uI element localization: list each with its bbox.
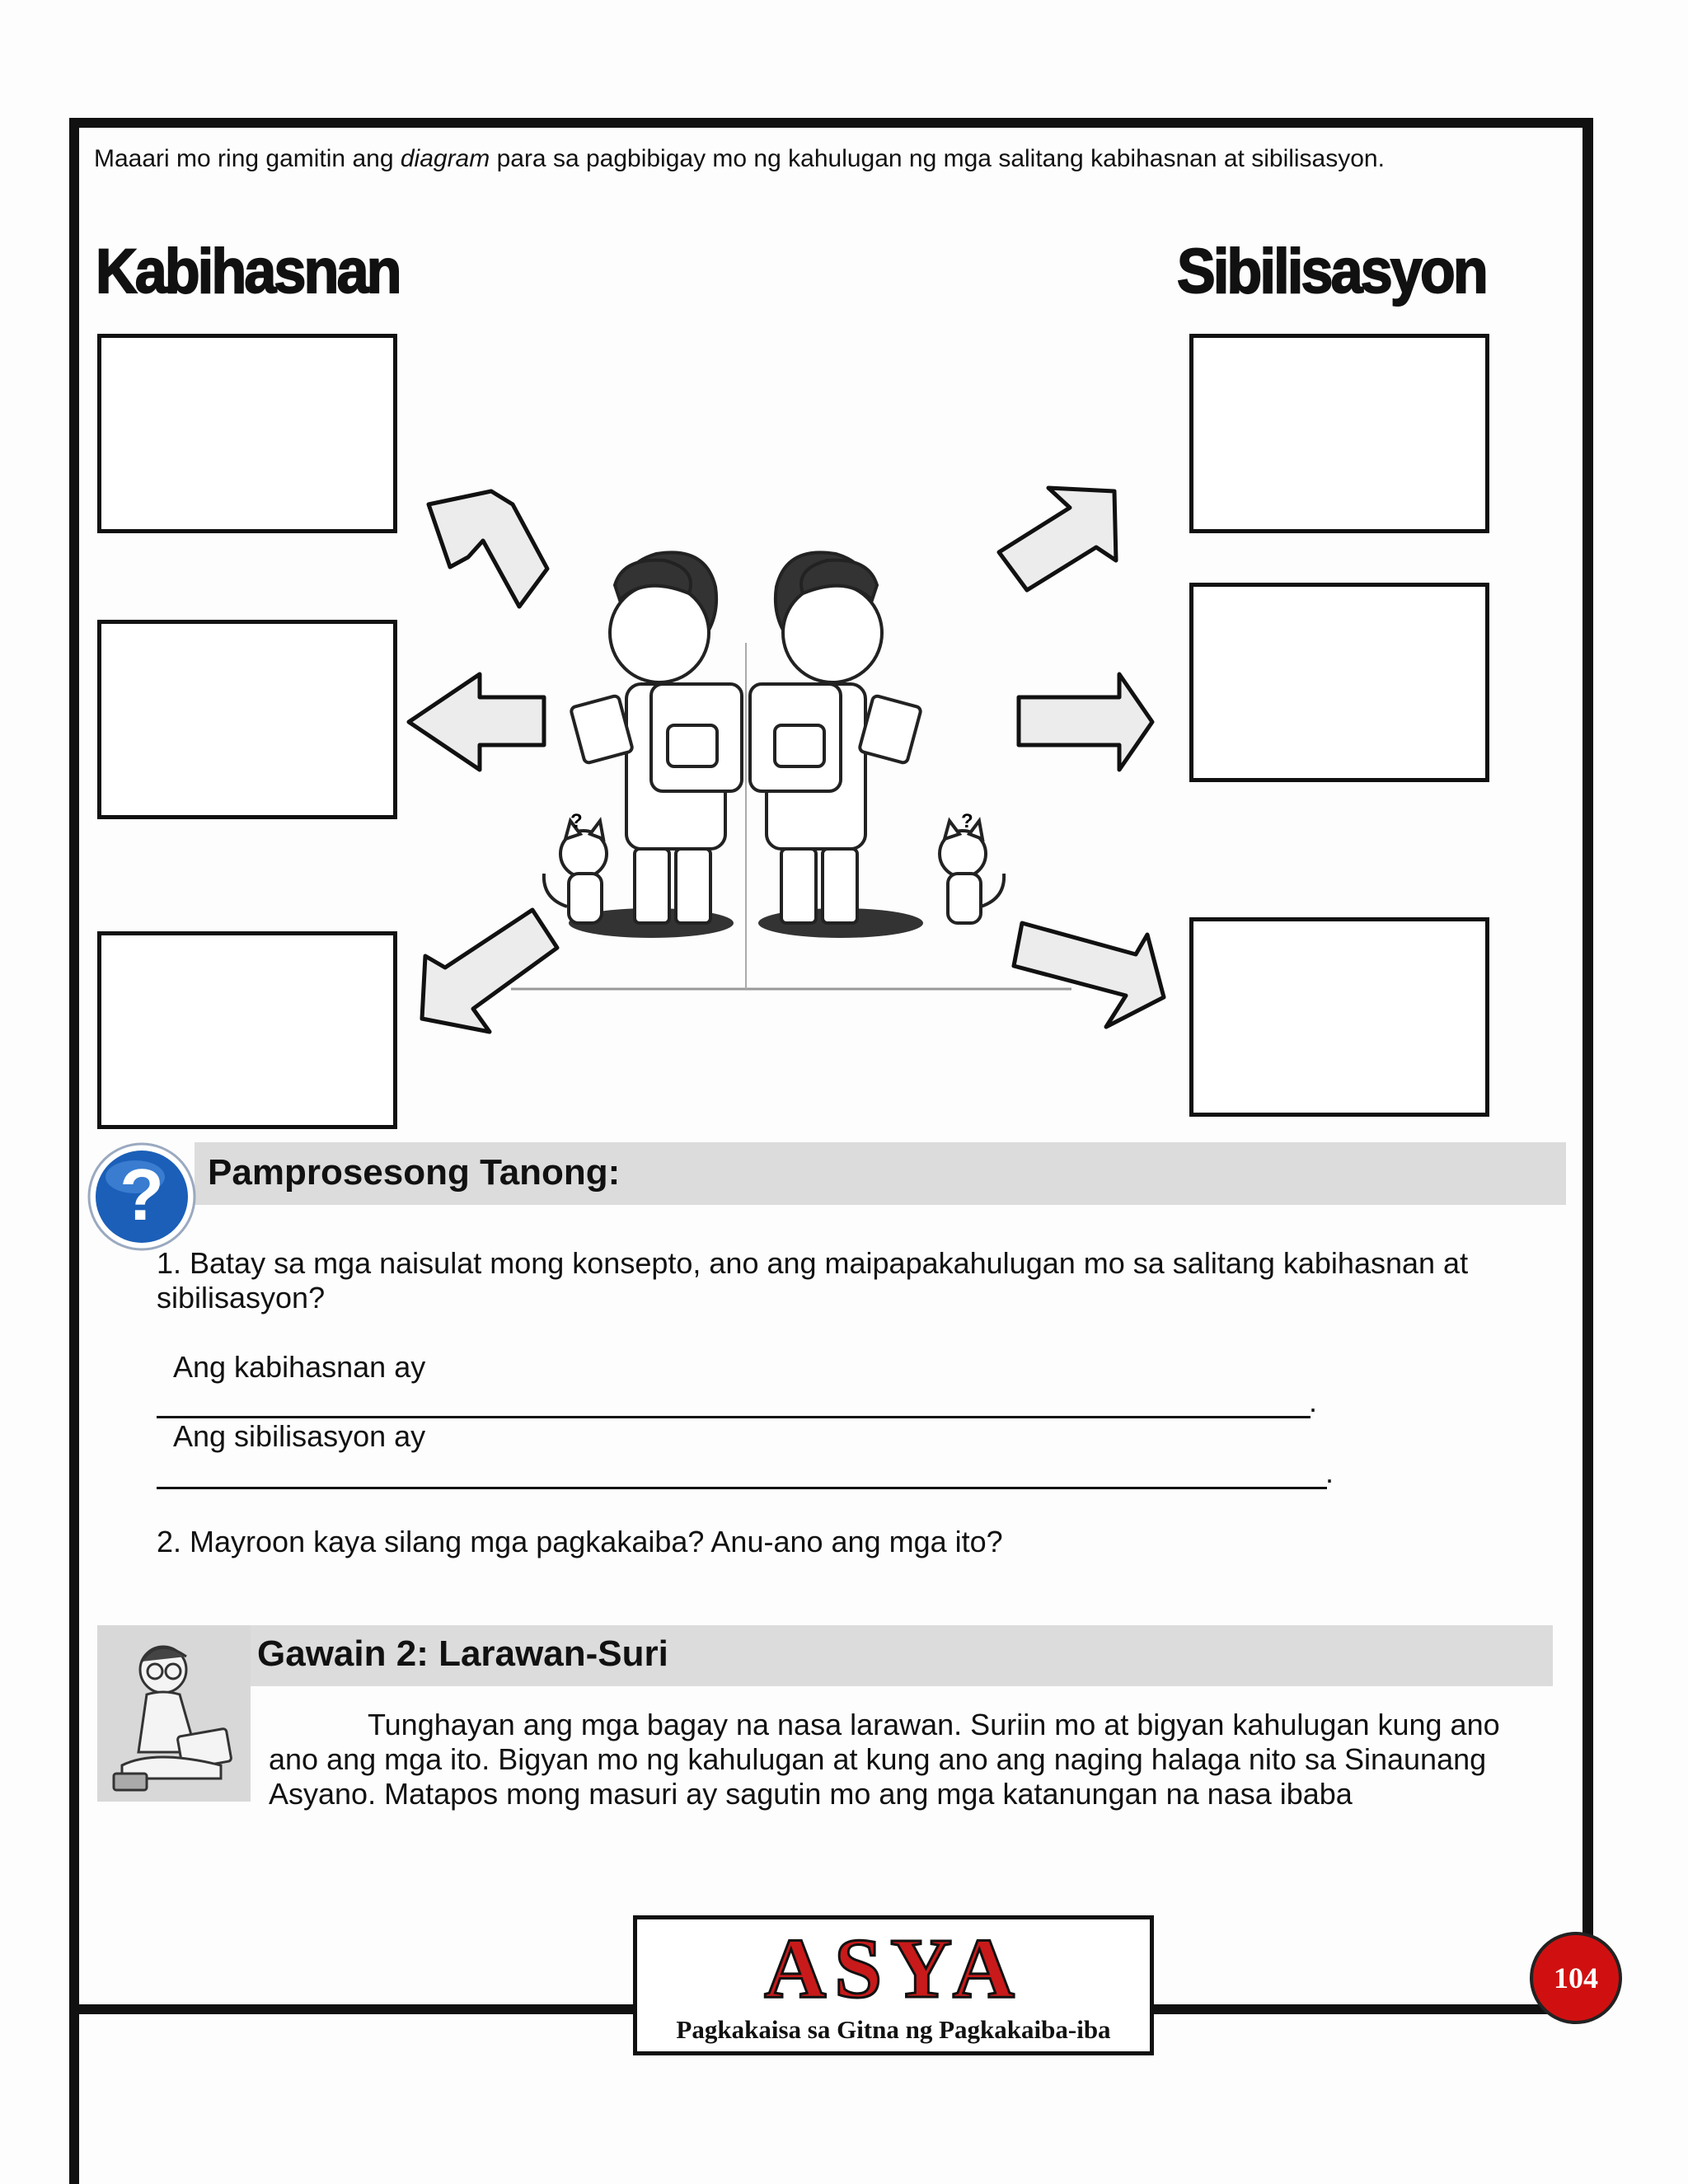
page-number-badge [1530,1932,1622,2024]
asya-logo-word: ASYA [764,1921,1023,2016]
intro-text-emphasis: diagram [400,145,490,172]
arrow-down-right-icon [1014,923,1164,1027]
answer-1-period: . [1309,1385,1318,1418]
kabihasnan-title: Kabihasnan [96,237,400,307]
question-2-text: 2. Mayroon kaya silang mga pagkakaiba? Anu-ano ang mga ito? [157,1525,1003,1558]
sibilisasyon-title: Sibilisasyon [1177,237,1486,307]
cat-question-mark-left: ? [570,810,583,832]
boy-illustration-right [750,552,923,938]
processing-questions-heading: Pamprosesong Tanong: [208,1152,621,1193]
arrow-left-icon [409,674,544,770]
answer-2-period: . [1325,1455,1334,1489]
intro-text-after: para sa pagbibigay mo ng kahulugan ng mga salitang kabihasnan at sibilisasyon. [490,145,1385,172]
asya-logo [633,1915,1154,2055]
question-mark-glyph: ? [120,1154,164,1235]
arrow-up-right-icon [999,488,1116,590]
cat-illustration-left [544,821,607,923]
answer-2-label: Ang sibilisasyon ay [173,1419,426,1453]
answer-1-line[interactable] [157,1416,1311,1418]
cat-question-mark-right: ? [961,810,973,832]
answer-2-line[interactable] [157,1487,1327,1489]
student-reading-illustration [97,1625,251,1802]
arrow-down-left-icon [422,910,557,1032]
answer-1-label: Ang kabihasnan ay [173,1350,426,1384]
question-1-text: 1. Batay sa mga naisulat mong konsepto, ano ang maipapakahulugan mo sa salitang kabihasnan at sibilisasyon? [157,1246,1469,1315]
intro-text-before: Maaari mo ring gamitin ang [94,145,401,172]
question-mark-icon [86,1141,201,1256]
student-reading-icon [97,1625,251,1802]
arrow-up-left-icon [429,491,547,607]
activity-heading: Gawain 2: Larawan-Suri [257,1633,668,1674]
page-number: 104 [1554,1961,1598,1994]
asya-logo-tagline: Pagkakaisa sa Gitna ng Pagkakaiba-iba [676,2015,1111,2044]
cat-illustration-right [940,821,1004,923]
activity-instructions: Tunghayan ang mga bagay na nasa larawan. Suriin mo at bigyan kahulugan kung ano ano ang mga ito. Bigyan mo ng kahulugan at kung ano ang naging halaga nito sa Sinaunang Asyano. Matapos mong masuri ay sagutin mo ang mga katanungan na nasa ibaba [269,1708,1500,1811]
arrow-right-icon [1019,674,1152,770]
